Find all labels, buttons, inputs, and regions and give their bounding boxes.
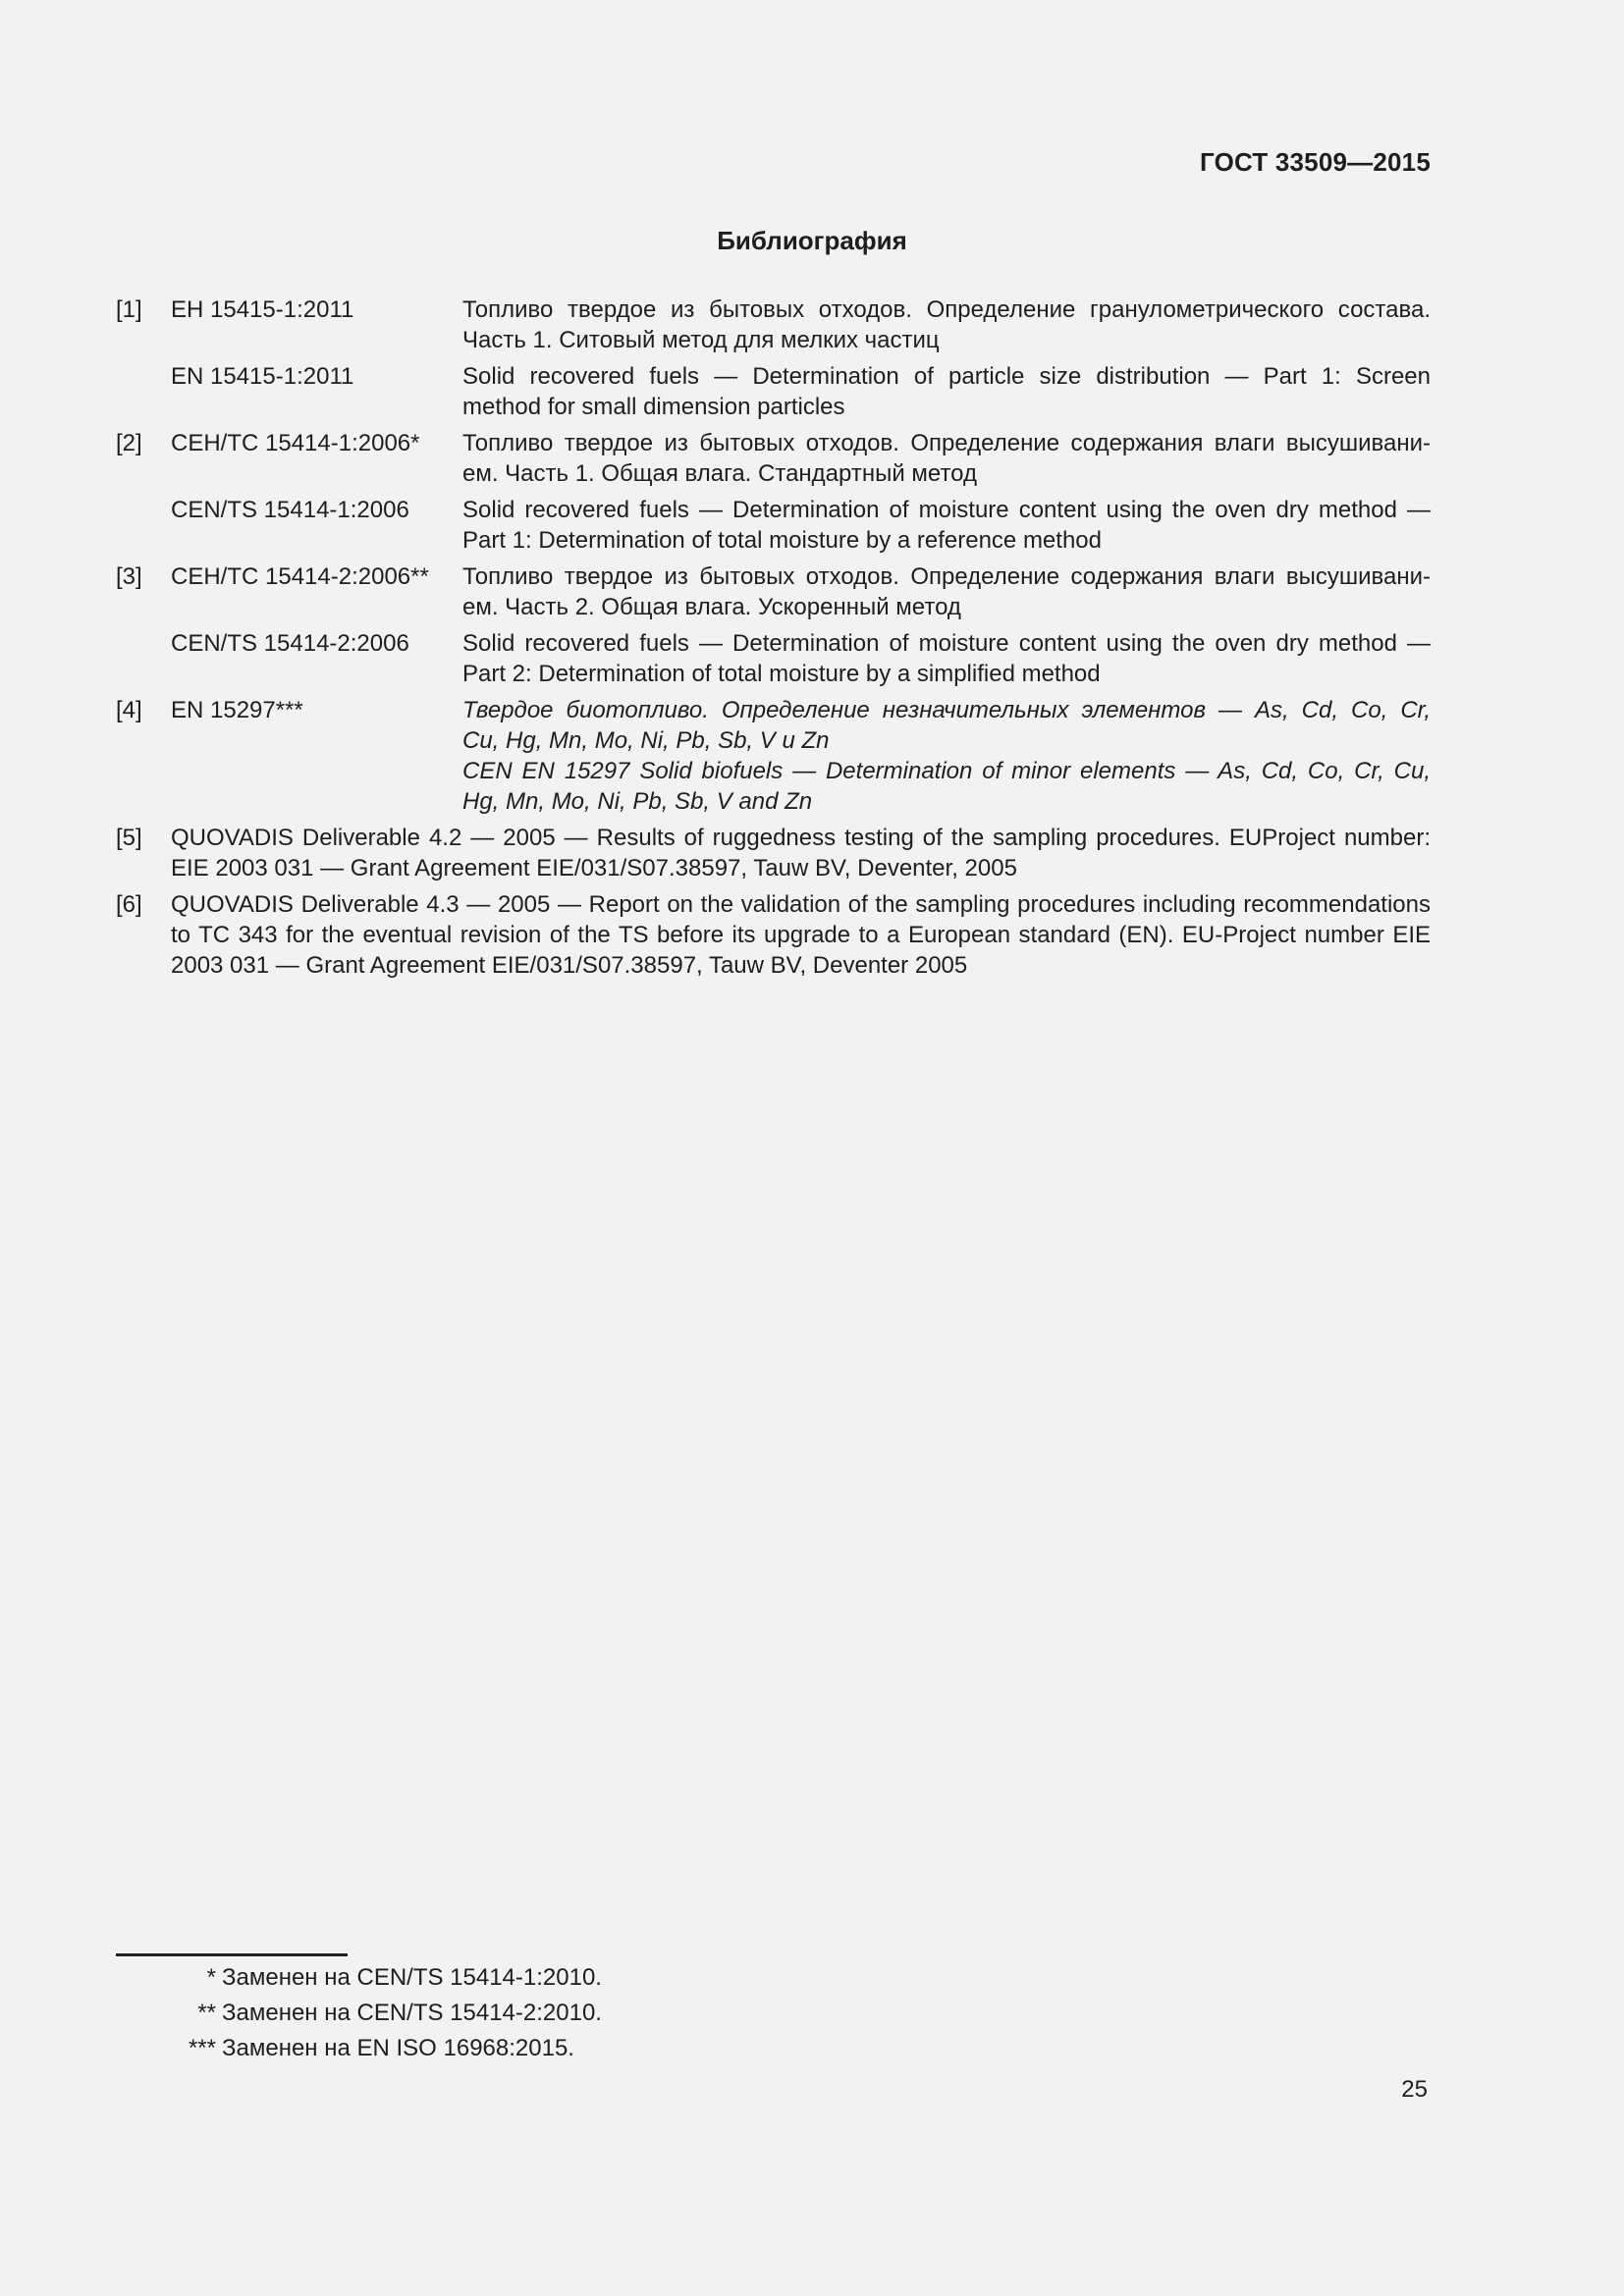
title-line: Топливо твердое из бытовых отходов. Определение содержания влаги высушивани-	[462, 430, 1431, 456]
bibliography-entry	[116, 695, 1431, 817]
reference-line: EIE 2003 031 — Grant Agreement EIE/031/S07.38597, Tauw BV, Deventer, 2005	[171, 855, 1017, 881]
document-code: ГОСТ 33509—2015	[1200, 147, 1431, 177]
footnote-text: Заменен на EN ISO 16968:2015.	[222, 2035, 574, 2061]
bibliography-subentry	[116, 361, 1431, 422]
title-line: Твердое биотопливо. Определение незначительных элементов — As, Cd, Co, Cr,	[462, 697, 1431, 723]
footnote-mark: ***	[188, 2035, 216, 2061]
reference-line: QUOVADIS Deliverable 4.2 — 2005 — Results of ruggedness testing of the sampling procedures. EUProject number:	[171, 825, 1431, 851]
title-line: method for small dimension particles	[462, 394, 845, 420]
footnote-mark: **	[197, 2000, 216, 2026]
title-line: Part 2: Determination of total moisture by a simplified method	[462, 661, 1101, 687]
footnote	[116, 2031, 803, 2066]
footnote-text: Заменен на CEN/TS 15414-1:2010.	[222, 1964, 602, 1991]
standard-code: EN 15415-1:2011	[171, 363, 354, 390]
footnote-text: Заменен на CEN/TS 15414-2:2010.	[222, 2000, 602, 2026]
reference-line: QUOVADIS Deliverable 4.3 — 2005 — Report on the validation of the sampling procedures including recommendations	[171, 891, 1431, 918]
reference-text	[171, 889, 1431, 981]
standard-title	[462, 695, 1431, 817]
entry-number: [3]	[116, 563, 142, 590]
standard-code: ЕН 15415-1:2011	[171, 296, 354, 323]
title-line: Топливо твердое из бытовых отходов. Определение гранулометрического состава.	[462, 296, 1431, 323]
bibliography-entry	[116, 889, 1431, 981]
bibliography-entry	[116, 561, 1431, 622]
section-title: Библиография	[717, 226, 907, 255]
standard-title	[462, 628, 1431, 689]
bibliography-entry	[116, 823, 1431, 883]
title-line: Solid recovered fuels — Determination of moisture content using the oven dry method —	[462, 497, 1431, 523]
reference-line: 2003 031 — Grant Agreement EIE/031/S07.38597, Tauw BV, Deventer 2005	[171, 952, 968, 979]
bibliography-subentry	[116, 495, 1431, 556]
reference-text	[171, 823, 1431, 883]
entry-number: [1]	[116, 296, 142, 323]
bibliography-list	[116, 294, 1431, 981]
footnotes	[116, 1960, 803, 2066]
title-line: ем. Часть 1. Общая влага. Стандартный метод	[462, 460, 978, 487]
title-line: Part 1: Determination of total moisture by a reference method	[462, 527, 1102, 554]
footnote-separator	[116, 1953, 348, 1956]
footnote	[116, 1996, 803, 2031]
entry-number: [4]	[116, 697, 142, 723]
entry-number: [6]	[116, 891, 142, 918]
reference-line: to TC 343 for the eventual revision of the TS before its upgrade to a European standard (EN). EU-Project number EIE	[171, 922, 1431, 948]
footnote	[116, 1960, 803, 1996]
footnote-mark: *	[206, 1964, 216, 1991]
standard-code: СЕН/ТС 15414-2:2006**	[171, 563, 429, 590]
title-line: Hg, Mn, Mo, Ni, Pb, Sb, V and Zn	[462, 788, 813, 815]
title-line: Топливо твердое из бытовых отходов. Определение содержания влаги высушивани-	[462, 563, 1431, 590]
title-line: Solid recovered fuels — Determination of moisture content using the oven dry method —	[462, 630, 1431, 657]
bibliography-subentry	[116, 628, 1431, 689]
standard-title	[462, 428, 1431, 489]
standard-title	[462, 294, 1431, 355]
bibliography-entry	[116, 428, 1431, 489]
standard-title	[462, 561, 1431, 622]
entry-number: [2]	[116, 430, 142, 456]
title-line: Solid recovered fuels — Determination of particle size distribution — Part 1: Screen	[462, 363, 1431, 390]
page-number: 25	[1401, 2076, 1428, 2103]
title-line: ем. Часть 2. Общая влага. Ускоренный метод	[462, 594, 961, 620]
standard-title	[462, 361, 1431, 422]
title-line: Часть 1. Ситовый метод для мелких частиц	[462, 327, 940, 353]
entry-number: [5]	[116, 825, 142, 851]
standard-code: EN 15297***	[171, 697, 303, 723]
standard-code: СЕН/ТС 15414-1:2006*	[171, 430, 420, 456]
title-line: CEN EN 15297 Solid biofuels — Determination of minor elements — As, Cd, Co, Cr, Cu,	[462, 758, 1431, 784]
standard-code: CEN/TS 15414-2:2006	[171, 630, 409, 657]
standard-code: CEN/TS 15414-1:2006	[171, 497, 409, 523]
bibliography-entry	[116, 294, 1431, 355]
standard-title	[462, 495, 1431, 556]
title-line: Cu, Hg, Mn, Mo, Ni, Pb, Sb, V и Zn	[462, 727, 830, 754]
